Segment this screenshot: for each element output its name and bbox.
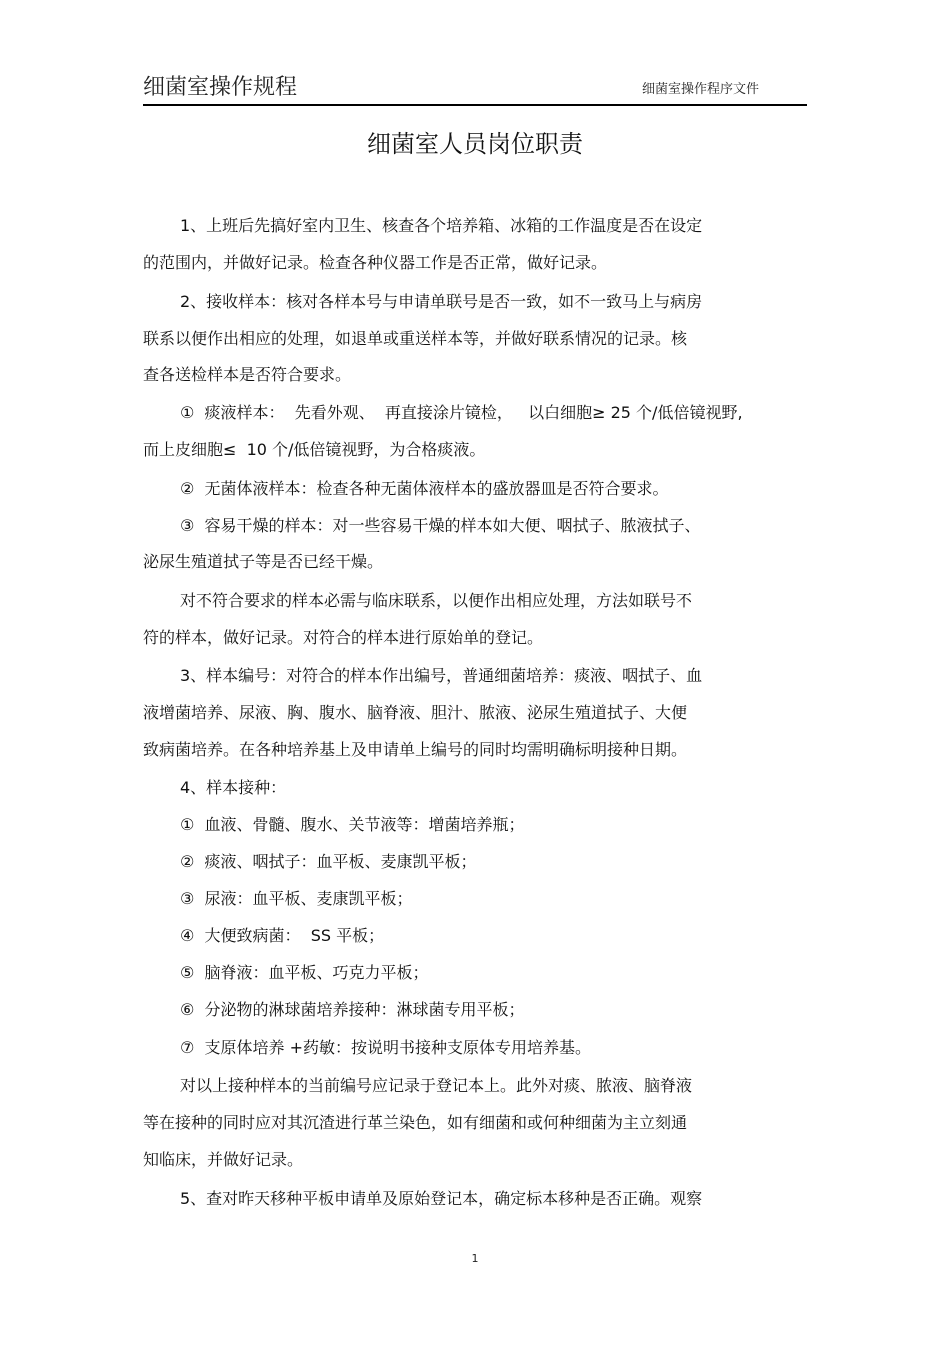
header-document-label: 细菌室操作程序文件 bbox=[642, 82, 760, 97]
body-line: ② 痰液、咽拭子：血平板、麦康凯平板； bbox=[180, 852, 477, 871]
body-line: 符的样本，做好记录。对符合的样本进行原始单的登记。 bbox=[143, 628, 544, 647]
body-line: ⑤ 脑脊液：血平板、巧克力平板； bbox=[180, 963, 429, 982]
body-line: ⑥ 分泌物的淋球菌培养接种：淋球菌专用平板； bbox=[180, 1000, 525, 1019]
body-line: ③ 容易干燥的样本：对一些容易干燥的样本如大便、咽拭子、脓液拭子、 bbox=[180, 516, 701, 535]
body-line: 3、样本编号：对符合的样本作出编号，普通细菌培养：痰液、咽拭子、血 bbox=[180, 666, 703, 685]
body-line: 等在接种的同时应对其沉渣进行革兰染色，如有细菌和或何种细菌为主立刻通 bbox=[143, 1113, 688, 1132]
body-line: ④ 大便致病菌： SS 平板； bbox=[180, 926, 385, 945]
document-title: 细菌室人员岗位职责 bbox=[367, 130, 583, 158]
body-line: 5、查对昨天移种平板申请单及原始登记本，确定标本移种是否正确。观察 bbox=[180, 1189, 703, 1208]
body-line: ① 痰液样本： 先看外观、 再直接涂片镜检， 以白细胞≥ 25 个/低倍镜视野, bbox=[180, 403, 743, 422]
body-line: 2、接收样本：核对各样本号与申请单联号是否一致，如不一致马上与病房 bbox=[180, 292, 703, 311]
body-line: 泌尿生殖道拭子等是否已经干燥。 bbox=[143, 552, 384, 571]
body-line: 4、样本接种： bbox=[180, 778, 287, 797]
body-line: 查各送检样本是否符合要求。 bbox=[143, 365, 352, 384]
body-line: ② 无菌体液样本：检查各种无菌体液样本的盛放器皿是否符合要求。 bbox=[180, 479, 669, 498]
body-line: 对以上接种样本的当前编号应记录于登记本上。此外对痰、脓液、脑脊液 bbox=[180, 1076, 693, 1095]
body-line: 1、上班后先搞好室内卫生、核查各个培养箱、冰箱的工作温度是否在设定 bbox=[180, 216, 703, 235]
body-line: 的范围内，并做好记录。检查各种仪器工作是否正常，做好记录。 bbox=[143, 253, 608, 272]
body-line: 而上皮细胞≤ 10 个/低倍镜视野，为合格痰液。 bbox=[143, 440, 486, 459]
body-line: 液增菌培养、尿液、胸、腹水、脑脊液、胆汁、脓液、泌尿生殖道拭子、大便 bbox=[143, 703, 688, 722]
header-title: 细菌室操作规程 bbox=[143, 75, 298, 100]
body-line: 对不符合要求的样本必需与临床联系，以便作出相应处理，方法如联号不 bbox=[180, 591, 693, 610]
body-line: ③ 尿液：血平板、麦康凯平板； bbox=[180, 889, 413, 908]
body-line: 联系以便作出相应的处理，如退单或重送样本等，并做好联系情况的记录。核 bbox=[143, 329, 688, 348]
body-line: 知临床，并做好记录。 bbox=[143, 1150, 304, 1169]
body-line: 致病菌培养。在各种培养基上及申请单上编号的同时均需明确标明接种日期。 bbox=[143, 740, 688, 759]
page-number: 1 bbox=[471, 1252, 479, 1265]
body-line: ⑦ 支原体培养 +药敏：按说明书接种支原体专用培养基。 bbox=[180, 1038, 592, 1057]
body-line: ① 血液、骨髓、腹水、关节液等：增菌培养瓶； bbox=[180, 815, 525, 834]
